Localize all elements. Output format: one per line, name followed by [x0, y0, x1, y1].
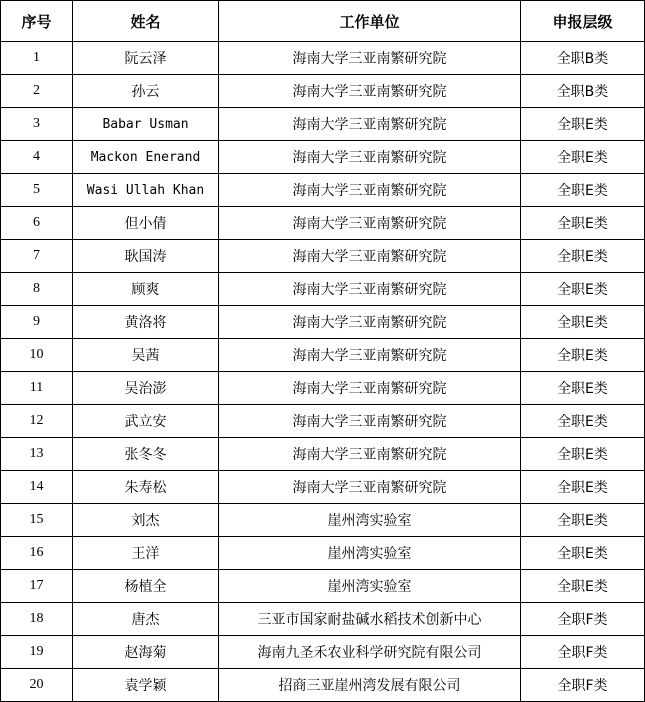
cell-index: 13: [1, 438, 73, 471]
table-row: [1, 636, 645, 669]
cell-index: 8: [1, 273, 73, 306]
cell-unit: 海南大学三亚南繁研究院: [219, 438, 521, 471]
cell-level: 全职E类: [521, 207, 645, 240]
cell-level: 全职B类: [521, 75, 645, 108]
cell-index: 12: [1, 405, 73, 438]
cell-name: 耿国涛: [73, 240, 219, 273]
cell-index: 1: [1, 42, 73, 75]
table-row: [1, 372, 645, 405]
cell-level: 全职E类: [521, 306, 645, 339]
cell-name: 杨植全: [73, 570, 219, 603]
cell-level: 全职E类: [521, 504, 645, 537]
cell-unit: 招商三亚崖州湾发展有限公司: [219, 669, 521, 702]
cell-name: 吴治澎: [73, 372, 219, 405]
cell-level: 全职F类: [521, 669, 645, 702]
cell-level: 全职E类: [521, 438, 645, 471]
cell-unit: 崖州湾实验室: [219, 570, 521, 603]
cell-level: 全职E类: [521, 141, 645, 174]
cell-unit: 崖州湾实验室: [219, 504, 521, 537]
cell-level: 全职E类: [521, 273, 645, 306]
cell-level: 全职E类: [521, 372, 645, 405]
cell-index: 14: [1, 471, 73, 504]
cell-name: 吴茜: [73, 339, 219, 372]
cell-unit: 海南大学三亚南繁研究院: [219, 240, 521, 273]
cell-unit: 海南大学三亚南繁研究院: [219, 141, 521, 174]
cell-name: 张冬冬: [73, 438, 219, 471]
cell-name: 孙云: [73, 75, 219, 108]
cell-unit: 海南大学三亚南繁研究院: [219, 42, 521, 75]
cell-unit: 海南大学三亚南繁研究院: [219, 75, 521, 108]
cell-index: 10: [1, 339, 73, 372]
cell-index: 19: [1, 636, 73, 669]
table-row: [1, 240, 645, 273]
cell-index: 6: [1, 207, 73, 240]
cell-name: Mackon Enerand: [73, 141, 219, 174]
cell-name: 阮云泽: [73, 42, 219, 75]
cell-level: 全职E类: [521, 405, 645, 438]
cell-unit: 海南大学三亚南繁研究院: [219, 339, 521, 372]
cell-index: 4: [1, 141, 73, 174]
table-row: [1, 339, 645, 372]
cell-name: 赵海菊: [73, 636, 219, 669]
cell-level: 全职E类: [521, 108, 645, 141]
cell-name: Babar Usman: [73, 108, 219, 141]
table-row: [1, 141, 645, 174]
cell-unit: 海南九圣禾农业科学研究院有限公司: [219, 636, 521, 669]
cell-name: 刘杰: [73, 504, 219, 537]
cell-unit: 海南大学三亚南繁研究院: [219, 108, 521, 141]
table-row: [1, 207, 645, 240]
cell-level: 全职E类: [521, 570, 645, 603]
table-row: [1, 537, 645, 570]
cell-index: 20: [1, 669, 73, 702]
cell-name: 武立安: [73, 405, 219, 438]
cell-level: 全职E类: [521, 471, 645, 504]
table-header-row: [1, 1, 645, 42]
table-row: [1, 405, 645, 438]
cell-index: 18: [1, 603, 73, 636]
table-row: [1, 669, 645, 702]
cell-index: 7: [1, 240, 73, 273]
cell-unit: 海南大学三亚南繁研究院: [219, 405, 521, 438]
cell-level: 全职F类: [521, 636, 645, 669]
cell-index: 5: [1, 174, 73, 207]
cell-index: 3: [1, 108, 73, 141]
table-row: [1, 471, 645, 504]
cell-unit: 三亚市国家耐盐碱水稻技术创新中心: [219, 603, 521, 636]
cell-unit: 海南大学三亚南繁研究院: [219, 207, 521, 240]
header-unit: 工作单位: [219, 1, 521, 42]
cell-unit: 海南大学三亚南繁研究院: [219, 306, 521, 339]
header-name: 姓名: [73, 1, 219, 42]
header-level: 申报层级: [521, 1, 645, 42]
table-row: [1, 570, 645, 603]
table-row: [1, 273, 645, 306]
cell-index: 16: [1, 537, 73, 570]
table-row: [1, 306, 645, 339]
cell-index: 2: [1, 75, 73, 108]
cell-level: 全职F类: [521, 603, 645, 636]
cell-unit: 崖州湾实验室: [219, 537, 521, 570]
table-body: [1, 42, 645, 702]
cell-unit: 海南大学三亚南繁研究院: [219, 471, 521, 504]
cell-name: 但小倩: [73, 207, 219, 240]
cell-name: 朱寿松: [73, 471, 219, 504]
table-row: [1, 438, 645, 471]
cell-level: 全职E类: [521, 174, 645, 207]
cell-level: 全职E类: [521, 240, 645, 273]
table-row: [1, 603, 645, 636]
cell-name: 顾爽: [73, 273, 219, 306]
cell-unit: 海南大学三亚南繁研究院: [219, 174, 521, 207]
cell-level: 全职E类: [521, 537, 645, 570]
table-row: [1, 174, 645, 207]
cell-name: 袁学颖: [73, 669, 219, 702]
cell-unit: 海南大学三亚南繁研究院: [219, 372, 521, 405]
table-row: [1, 75, 645, 108]
cell-level: 全职E类: [521, 339, 645, 372]
cell-index: 11: [1, 372, 73, 405]
table-row: [1, 108, 645, 141]
cell-name: 唐杰: [73, 603, 219, 636]
cell-name: Wasi Ullah Khan: [73, 174, 219, 207]
cell-index: 9: [1, 306, 73, 339]
cell-index: 15: [1, 504, 73, 537]
table-row: [1, 42, 645, 75]
cell-name: 黄洛将: [73, 306, 219, 339]
cell-index: 17: [1, 570, 73, 603]
cell-level: 全职B类: [521, 42, 645, 75]
header-index: 序号: [1, 1, 73, 42]
cell-unit: 海南大学三亚南繁研究院: [219, 273, 521, 306]
cell-name: 王洋: [73, 537, 219, 570]
table-row: [1, 504, 645, 537]
